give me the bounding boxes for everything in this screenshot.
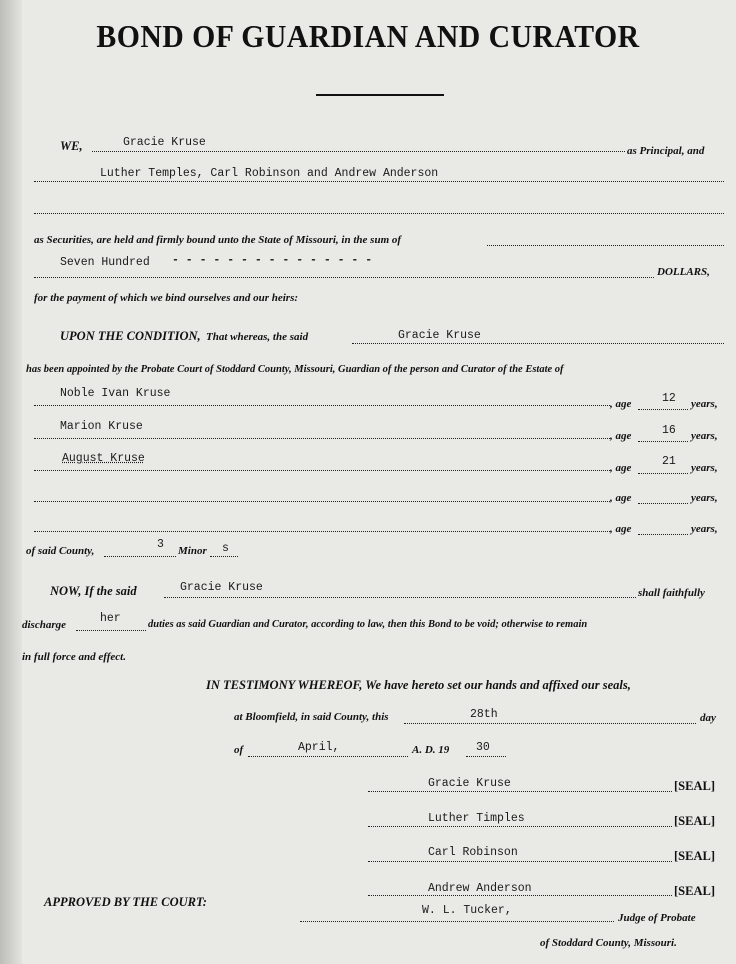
minor-name-line: [34, 470, 610, 471]
years-label: years,: [691, 430, 718, 442]
minor-name-line: [34, 405, 610, 406]
minor-name-line: [34, 531, 610, 532]
dollars-label: DOLLARS,: [657, 266, 710, 278]
minor-name-line: [34, 501, 610, 502]
minor-name: August Kruse: [62, 452, 145, 465]
of-said-county-label: of said County,: [26, 545, 95, 557]
signature-name: Gracie Kruse: [428, 777, 511, 790]
payment-text: for the payment of which we bind ourselves and our heirs:: [34, 292, 299, 304]
ad-label: A. D. 19: [412, 744, 450, 756]
age-label: , age: [610, 398, 632, 410]
seal-label: [SEAL]: [674, 849, 715, 863]
minor-age: 12: [662, 392, 676, 405]
at-bloomfield-text: at Bloomfield, in said County, this: [234, 711, 389, 723]
pronoun: her: [100, 612, 121, 625]
principal-line: [92, 151, 625, 152]
sum-dashes: - - - - - - - - - - - - - - -: [172, 254, 373, 267]
duties-text: duties as said Guardian and Curator, according to law, then this Bond to be void; otherwise to remain: [148, 619, 588, 630]
minor-suffix: s: [222, 542, 229, 555]
shall-faithfully-label: shall faithfully: [638, 587, 705, 599]
now-said-name: Gracie Kruse: [180, 581, 263, 594]
age-label: , age: [610, 430, 632, 442]
age-label: , age: [610, 523, 632, 535]
day-line: [404, 723, 696, 724]
of-label: of: [234, 744, 244, 756]
sum-line-top: [487, 245, 724, 246]
age-line: [638, 473, 688, 474]
seal-label: [SEAL]: [674, 779, 715, 793]
pronoun-line: [76, 630, 146, 631]
testimony-text: IN TESTIMONY WHEREOF, We have hereto set our hands and affixed our seals,: [206, 678, 631, 692]
document-title: BOND OF GUARDIAN AND CURATOR: [96, 18, 640, 54]
judge-label: Judge of Probate: [618, 912, 696, 924]
signature-line: [368, 791, 672, 792]
sureties-line-2: [34, 213, 724, 214]
we-label: WE,: [60, 139, 83, 153]
discharge-label: discharge: [22, 619, 66, 631]
signature-name: Luther Timples: [428, 812, 525, 825]
full-force-text: in full force and effect.: [22, 651, 126, 663]
minor-name: Noble Ivan Kruse: [60, 387, 171, 400]
age-line: [638, 503, 688, 504]
age-label: , age: [610, 462, 632, 474]
county-label: of Stoddard County, Missouri.: [540, 937, 677, 949]
month-value: April,: [298, 741, 340, 754]
condition-lead: UPON THE CONDITION,: [60, 329, 201, 343]
month-line: [248, 756, 408, 757]
day-label: day: [700, 712, 716, 724]
minor-suffix-line: [210, 556, 238, 557]
signature-line: [368, 895, 672, 896]
minor-age: 16: [662, 424, 676, 437]
guardian-line: [352, 343, 724, 344]
minor-name: Marion Kruse: [60, 420, 143, 433]
judge-line: [300, 921, 614, 922]
age-line: [638, 441, 688, 442]
sureties-names: Luther Temples, Carl Robinson and Andrew Anderson: [100, 167, 439, 180]
year-line: [466, 756, 506, 757]
sum-line: [34, 277, 654, 278]
signature-line: [368, 826, 672, 827]
years-label: years,: [691, 492, 718, 504]
minor-age: 21: [662, 455, 676, 468]
approved-label: APPROVED BY THE COURT:: [44, 895, 207, 909]
principal-name: Gracie Kruse: [123, 136, 206, 149]
condition-text: That whereas, the said: [206, 331, 309, 343]
securities-text: as Securities, are held and firmly bound unto the State of Missouri, in the sum of: [34, 234, 402, 246]
now-said-line: [164, 597, 636, 598]
sum-amount: Seven Hundred: [60, 256, 150, 269]
signature-line: [368, 861, 672, 862]
age-line: [638, 409, 688, 410]
years-label: years,: [691, 523, 718, 535]
as-principal-label: as Principal, and: [627, 145, 705, 157]
minor-label: Minor: [178, 545, 207, 557]
day-value: 28th: [470, 708, 498, 721]
seal-label: [SEAL]: [674, 814, 715, 828]
title-rule: [316, 94, 444, 96]
guardian-name: Gracie Kruse: [398, 329, 481, 342]
judge-name: W. L. Tucker,: [422, 904, 512, 917]
minor-name-line: [34, 438, 610, 439]
scanned-page-edge: [0, 0, 22, 964]
now-lead: NOW, If the said: [50, 584, 137, 598]
age-line: [638, 534, 688, 535]
sureties-line: [34, 181, 724, 182]
years-label: years,: [691, 462, 718, 474]
age-label: , age: [610, 492, 632, 504]
signature-name: Andrew Anderson: [428, 882, 532, 895]
signature-name: Carl Robinson: [428, 846, 518, 859]
minor-count-line: [104, 556, 176, 557]
appointed-text: has been appointed by the Probate Court of Stoddard County, Missouri, Guardian of the person and Curator of the Estate of: [26, 364, 564, 375]
year-value: 30: [476, 741, 490, 754]
minor-count: 3: [157, 538, 164, 551]
years-label: years,: [691, 398, 718, 410]
seal-label: [SEAL]: [674, 884, 715, 898]
